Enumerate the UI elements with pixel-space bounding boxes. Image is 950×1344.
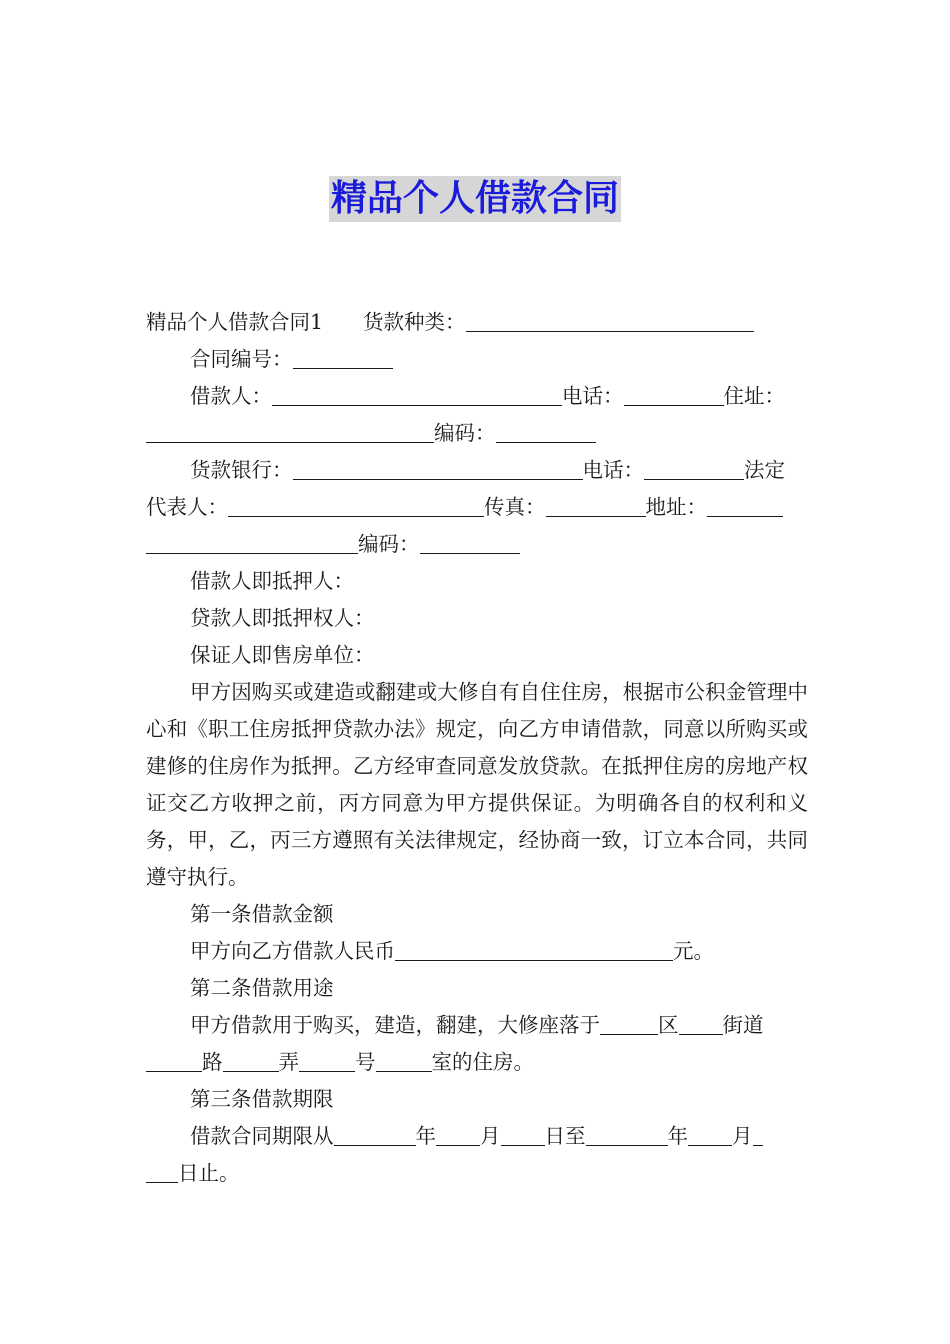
- borrower-line: 借款人： 电话： 住址：: [146, 378, 808, 415]
- street-blank[interactable]: [679, 1010, 723, 1035]
- end-day-blank-b[interactable]: [146, 1158, 178, 1183]
- bank-line: 货款银行： 电话： 法定: [146, 452, 808, 489]
- borrower-postcode-blank[interactable]: [496, 418, 596, 443]
- contract-number-line: 合同编号：: [146, 341, 808, 378]
- article2-title: 第二条借款用途: [190, 976, 334, 1000]
- bank-rep-blank[interactable]: [228, 492, 484, 517]
- party-borrower: 借款人即抵押人：: [190, 569, 354, 593]
- borrower-phone-blank[interactable]: [624, 381, 724, 406]
- borrower-name-blank[interactable]: [272, 381, 562, 406]
- article1-title: 第一条借款金额: [190, 902, 334, 926]
- loan-amount-blank[interactable]: [395, 936, 673, 961]
- contract-body: [146, 304, 808, 1192]
- start-day-blank[interactable]: [501, 1121, 545, 1146]
- bank-address-line: 编码：: [146, 526, 808, 563]
- loan-type-blank[interactable]: [466, 307, 754, 332]
- start-month-blank[interactable]: [436, 1121, 480, 1146]
- party-lender: 贷款人即抵押权人：: [190, 606, 375, 630]
- road-blank[interactable]: [146, 1047, 202, 1072]
- end-month-blank[interactable]: [688, 1121, 732, 1146]
- document-title: 精品个人借款合同: [329, 176, 621, 222]
- contract-number-blank[interactable]: [293, 344, 393, 369]
- article2-address-line: 路 弄 号 室的住房。: [146, 1044, 808, 1081]
- article1-text: 甲方向乙方借款人民币 元。: [146, 933, 808, 970]
- article2-text: 甲方借款用于购买，建造，翻建，大修座落于 区 街道: [146, 1007, 808, 1044]
- bank-name-blank[interactable]: [293, 455, 583, 480]
- article3-title: 第三条借款期限: [190, 1087, 334, 1111]
- bank-postcode-blank[interactable]: [420, 529, 520, 554]
- district-blank[interactable]: [600, 1010, 658, 1035]
- end-year-blank[interactable]: [586, 1121, 668, 1146]
- bank-address-blank-b[interactable]: [146, 529, 358, 554]
- borrower-address-line: 编码：: [146, 415, 808, 452]
- bank-fax-blank[interactable]: [546, 492, 646, 517]
- end-day-blank-a[interactable]: [753, 1121, 763, 1146]
- lane-blank[interactable]: [223, 1047, 279, 1072]
- bank-address-blank-a[interactable]: [707, 492, 783, 517]
- header-line: 精品个人借款合同1 货款种类：: [146, 304, 808, 341]
- bank-rep-line: 代表人： 传真： 地址：: [146, 489, 808, 526]
- borrower-address-blank[interactable]: [146, 418, 434, 443]
- bank-phone-blank[interactable]: [644, 455, 744, 480]
- article3-text: 借款合同期限从 年 月 日至 年 月: [146, 1118, 808, 1155]
- number-blank[interactable]: [299, 1047, 355, 1072]
- preamble-paragraph: 甲方因购买或建造或翻建或大修自有自住住房，根据市公积金管理中心和《职工住房抵押贷款办法》规定，向乙方申请借款，同意以所购买或建修的住房作为抵押。乙方经审查同意发放贷款。在抵押住房的房地产权证交乙方收押之前，丙方同意为甲方提供保证。为明确各自的权利和义务，甲，乙，丙三方遵照有关法律规定，经协商一致，订立本合同，共同遵守执行。: [146, 680, 808, 889]
- start-year-blank[interactable]: [334, 1121, 416, 1146]
- article3-end-line: 日止。: [146, 1155, 808, 1192]
- room-blank[interactable]: [376, 1047, 432, 1072]
- party-guarantor: 保证人即售房单位：: [190, 643, 375, 667]
